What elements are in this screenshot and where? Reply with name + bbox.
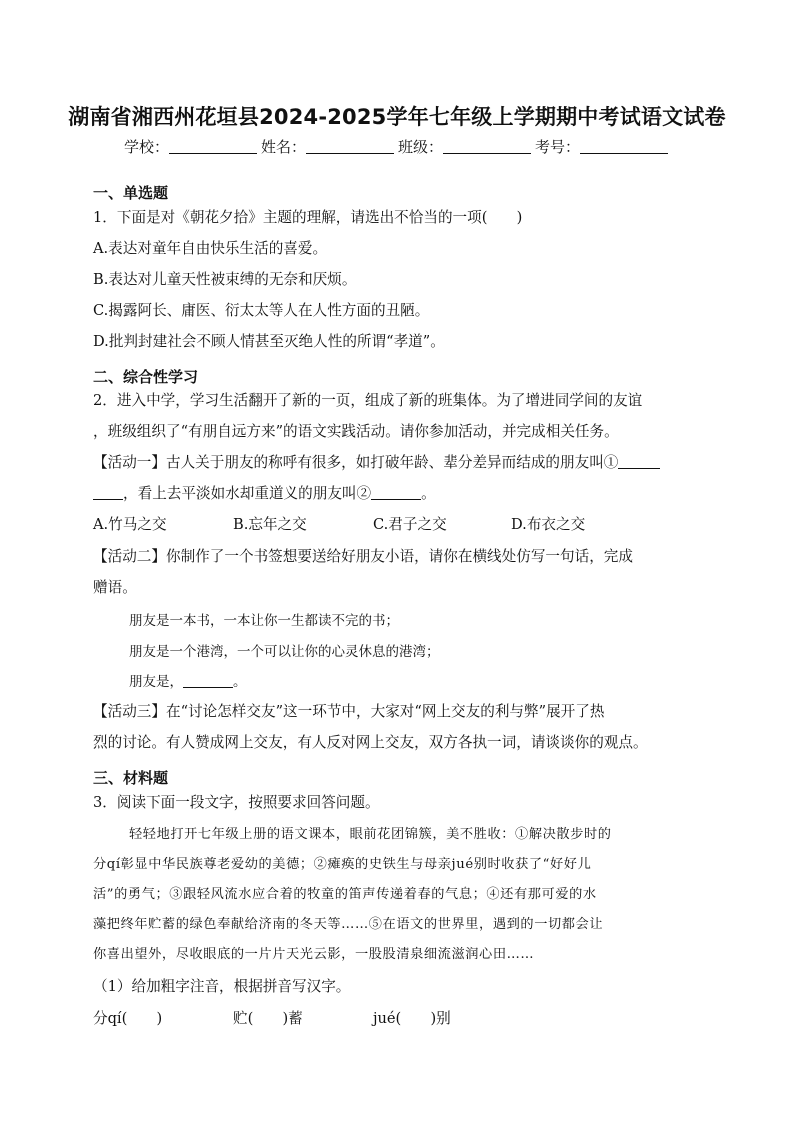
option-a: A.竹马之交 [93,516,167,533]
activity1-end: 。 [421,485,436,502]
activity2-line2: 赠语。 [93,579,137,596]
bookmark-blank[interactable] [183,673,233,688]
activity1-text2: ，看上去平淡如水却重道义的朋友叫② [123,485,372,502]
section-heading-comprehensive: 二、综合性学习 [93,368,199,386]
passage-line2: 分qí彰显中华民族尊老爱幼的美德；②瘫痪的史铁生与母亲jué别时收获了“好好儿 [93,857,592,872]
q3-fill-line [93,1007,451,1028]
option-c: C.君子之交 [373,516,447,533]
fill-zhu: 贮( )蓄 [233,1010,303,1027]
bookmark-sample1: 朋友是一本书，一本让你一生都读不完的书； [129,613,399,629]
activity1-options [93,513,585,534]
student-info-line [124,136,672,157]
passage-line1: 轻轻地打开七年级上册的语文课本，眼前花团锦簇，美不胜收：①解决散步时的 [129,827,612,842]
q1-option-d: D.批判封建社会不顾人情甚至灭绝人性的所谓“孝道”。 [93,333,445,350]
exam-title: 湖南省湘西州花垣县2024-2025学年七年级上学期期中考试语文试卷 [68,105,726,129]
q1-option-b: B.表达对儿童天性被束缚的无奈和厌烦。 [93,271,357,288]
fill-pinyin-qi: 分qí( ) [93,1010,163,1027]
activity1-line1 [93,451,660,472]
q1-stem: 1．下面是对《朝花夕拾》主题的理解，请选出不恰当的一项( ) [93,209,523,226]
number-blank[interactable] [580,139,668,154]
q3-sub1: （1）给加粗字注音，根据拼音写汉字。 [93,978,351,995]
activity3-line1: 【活动三】在“讨论怎样交友”这一环节中，大家对“网上交友的利与弊”展开了热 [93,703,605,720]
q1-option-c: C.揭露阿长、庸医、衍太太等人在人性方面的丑陋。 [93,302,430,319]
option-b: B.忘年之交 [233,516,307,533]
section-heading-material: 三、材料题 [93,769,169,787]
fill-pinyin-jue: jué( )别 [373,1010,451,1027]
option-d: D.布衣之交 [511,516,586,533]
activity1-blank2[interactable] [371,485,421,500]
activity3-line2: 烈的讨论。有人赞成网上交友，有人反对网上交友，双方各执一词，请谈谈你的观点。 [93,734,648,751]
class-label: 班级： [398,138,444,156]
bookmark-sample2: 朋友是一个港湾，一个可以让你的心灵休息的港湾； [129,644,440,660]
q2-line1: 2．进入中学，学习生活翻开了新的一页，组成了新的班集体。为了增进同学间的友谊 [93,392,643,409]
q2-line2: ，班级组织了“有朋自远方来”的语文实践活动。请你参加活动，并完成相关任务。 [93,423,619,440]
q3-intro: 3．阅读下面一段文字，按照要求回答问题。 [93,794,380,811]
bookmark-fill-line [129,670,247,690]
passage-line3: 活”的勇气；③跟轻风流水应合着的牧童的笛声传递着春的气息；④还有那可爱的水 [93,887,597,902]
name-label: 姓名： [261,138,307,156]
bookmark-fill-end: 。 [233,674,247,690]
bookmark-fill-start: 朋友是， [129,674,183,690]
name-blank[interactable] [306,139,394,154]
activity1-blank1a[interactable] [618,454,660,469]
activity1-text1: 【活动一】古人关于朋友的称呼有很多，如打破年龄、辈分差异而结成的朋友叫① [93,454,619,471]
number-label: 考号： [535,138,581,156]
activity2-line1: 【活动二】你制作了一个书签想要送给好朋友小语，请你在横线处仿写一句话，完成 [93,548,633,565]
section-heading-single-choice: 一、单选题 [93,184,169,202]
passage-line5: 你喜出望外，尽收眼底的一片片天光云影，一股股清泉细流滋润心田…… [93,947,535,962]
class-blank[interactable] [443,139,531,154]
school-blank[interactable] [169,139,257,154]
passage-line4: 藻把终年贮蓄的绿色奉献给济南的冬天等……⑤在语文的世界里，遇到的一切都会让 [93,917,604,932]
school-label: 学校： [124,138,170,156]
q1-option-a: A.表达对童年自由快乐生活的喜爱。 [93,240,328,257]
activity1-line2 [93,482,436,503]
activity1-blank1b[interactable] [93,485,123,500]
